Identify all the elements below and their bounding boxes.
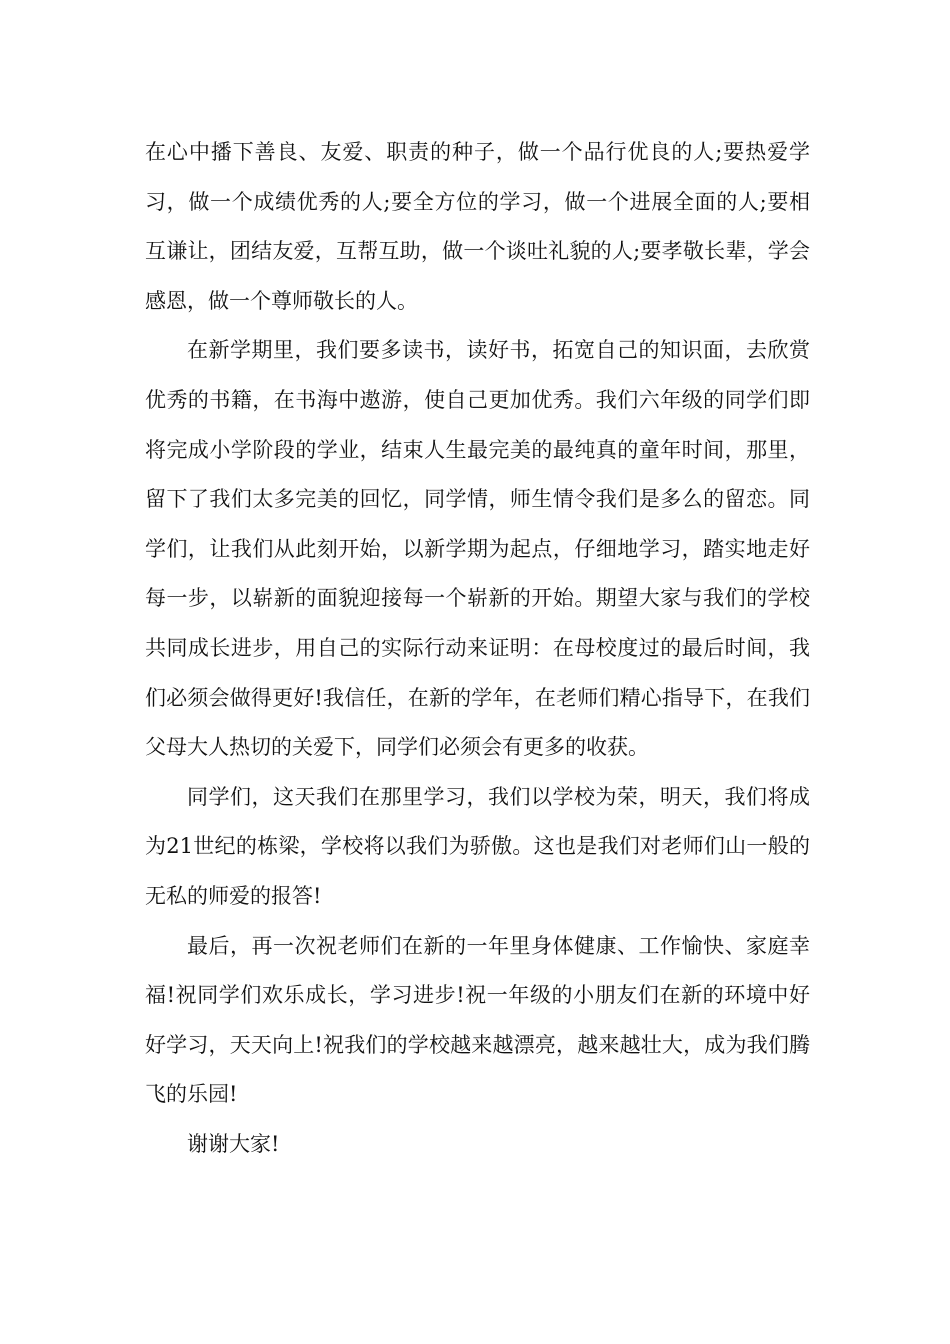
paragraph-5: 谢谢大家! xyxy=(187,1131,280,1156)
document-body xyxy=(145,128,810,1169)
paragraph-2: 在新学期里，我们要多读书，读好书，拓宽自己的知识面，去欣赏优秀的书籍，在书海中遨游，使自己更加优秀。我们六年级的同学们即将完成小学阶段的学业，结束人生最完美的最纯真的童年时间，那里，留下了我们太多完美的回忆，同学情，师生情令我们是多么的留恋。同学们，让我们从此刻开始，以新学期为起点，仔细地学习，踏实地走好每一步，以崭新的面貌迎接每一个崭新的开始。期望大家与我们的学校共同成长进步，用自己的实际行动来证明：在母校度过的最后时间，我们必须会做得更好!我信任，在新的学年，在老师们精心指导下，在我们父母大人热切的关爱下，同学们必须会有更多的收获。 xyxy=(145,338,810,760)
paragraph-1: 在心中播下善良、友爱、职责的种子，做一个品行优良的人;要热爱学习，做一个成绩优秀的人;要全方位的学习，做一个进展全面的人;要相互谦让，团结友爱，互帮互助，做一个谈吐礼貌的人;要孝敬长辈，学会感恩，做一个尊师敬长的人。 xyxy=(145,140,810,313)
paragraph-3: 同学们，这天我们在那里学习，我们以学校为荣，明天，我们将成为21世纪的栋梁，学校将以我们为骄傲。这也是我们对老师们山一般的无私的师爱的报答! xyxy=(145,784,810,908)
paragraph-4: 最后，再一次祝老师们在新的一年里身体健康、工作愉快、家庭幸福!祝同学们欢乐成长，学习进步!祝一年级的小朋友们在新的环境中好好学习，天天向上!祝我们的学校越来越漂亮，越来越壮大，成为我们腾飞的乐园! xyxy=(145,933,810,1107)
